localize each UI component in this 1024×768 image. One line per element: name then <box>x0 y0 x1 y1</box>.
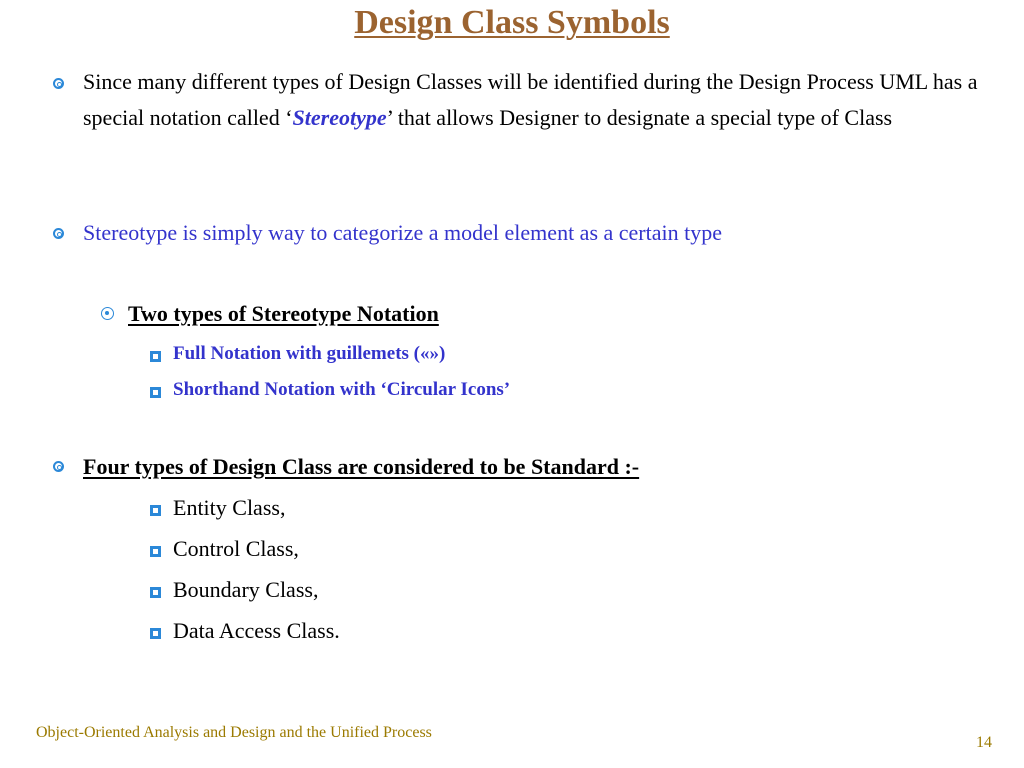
class-type-data-access: Data Access Class. <box>173 618 340 643</box>
bullet-text-after: ’ that allows Designer to designate a special type of Class <box>386 105 893 130</box>
square-bullet-icon <box>150 546 161 557</box>
square-bullet-icon <box>150 387 161 398</box>
square-bullet-icon <box>150 587 161 598</box>
bullet-stereotype-intro <box>83 64 1018 136</box>
notation-item-shorthand: Shorthand Notation with ‘Circular Icons’ <box>173 379 511 400</box>
bullet-text-before: Since many different types of Design Classes will be identified during the Design Process UML has a special notation called ‘ <box>83 69 978 130</box>
square-bullet-icon <box>150 351 161 362</box>
class-type-boundary: Boundary Class, <box>173 577 319 602</box>
class-type-entity: Entity Class, <box>173 495 286 520</box>
bullet-ring-icon <box>53 228 64 239</box>
footer-course-title: Object-Oriented Analysis and Design and the Unified Process <box>36 724 432 741</box>
class-type-control: Control Class, <box>173 536 299 561</box>
notation-item-full: Full Notation with guillemets («») <box>173 343 446 364</box>
bullet-ring-icon <box>53 461 64 472</box>
bullet-stereotype-definition: Stereotype is simply way to categorize a model element as a certain type <box>83 220 722 245</box>
slide-title: Design Class Symbols <box>354 4 670 41</box>
square-bullet-icon <box>150 505 161 516</box>
page-number: 14 <box>976 734 992 751</box>
standard-class-types-heading: Four types of Design Class are considered to be Standard :- <box>83 454 640 479</box>
bullet-ring-icon <box>53 78 64 89</box>
notation-types-heading: Two types of Stereotype Notation <box>128 301 439 326</box>
square-bullet-icon <box>150 628 161 639</box>
stereotype-term: Stereotype <box>292 105 387 130</box>
sub-bullet-ring-icon <box>101 307 114 320</box>
